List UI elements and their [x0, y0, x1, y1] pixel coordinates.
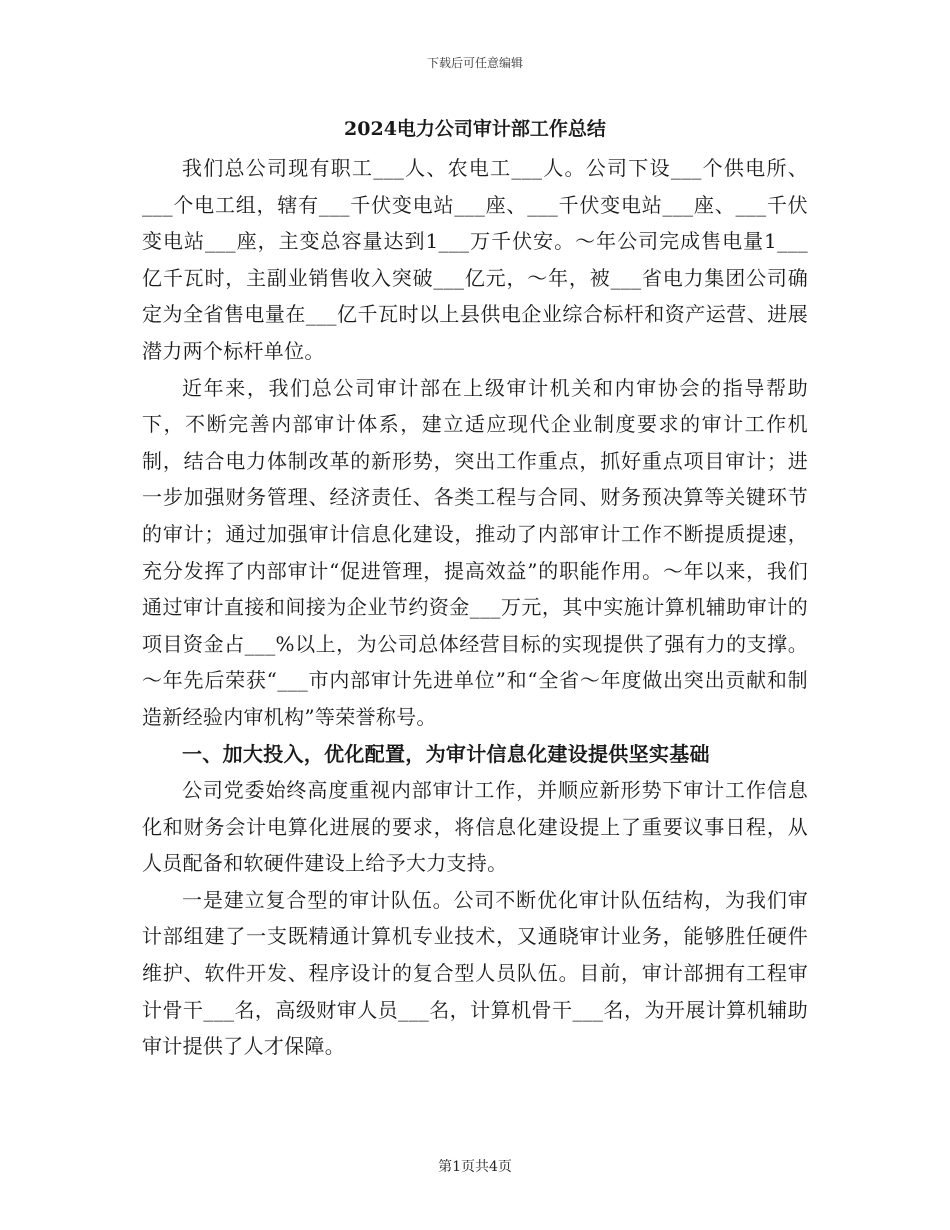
section-heading: 一、加大投入，优化配置，为审计信息化建设提供坚实基础 [182, 741, 710, 766]
page-header-note: 下载后可任意编辑 [426, 56, 523, 70]
intro-paragraph: 我们总公司现有职工___人、农电工___人。公司下设___个供电所、___个电工组，辖有___千伏变电站___座、___千伏变电站___座、___千伏变电站___座，主变总容量达到1___万千伏安。～年公司完成售电量1___亿千瓦时，主副业销售收入突破___亿元，～年，被___省电力集团公司确定为全省售电量在___亿千瓦时以上县供电企业综合标杆和资产运营、进展潜力两个标杆单位。 [142, 156, 808, 363]
section-paragraph: 公司党委始终高度重视内部审计工作，并顺应新形势下审计工作信息化和财务会计电算化进展的要求，将信息化建设提上了重要议事日程，从人员配备和软硬件建设上给予大力支持。 [142, 778, 808, 876]
page-number: 第1页共4页 [438, 1159, 512, 1175]
document-title: 2024电力公司审计部工作总结 [344, 118, 606, 140]
section-paragraph: 一是建立复合型的审计队伍。公司不断优化审计队伍结构，为我们审计部组建了一支既精通计算机专业技术，又通晓审计业务，能够胜任硬件维护、软件开发、程序设计的复合型人员队伍。目前，审计部拥有工程审计骨干___名，高级财审人员___名，计算机骨干___名，为开展计算机辅助审计提供了人才保障。 [142, 887, 808, 1059]
document-body [142, 150, 808, 1065]
overview-paragraph: 近年来，我们总公司审计部在上级审计机关和内审协会的指导帮助下，不断完善内部审计体系，建立适应现代企业制度要求的审计工作机制，结合电力体制改革的新形势，突出工作重点，抓好重点项目审计；进一步加强财务管理、经济责任、各类工程与合同、财务预决算等关键环节的审计；通过加强审计信息化建设，推动了内部审计工作不断提质提速，充分发挥了内部审计“促进管理，提高效益”的职能作用。～年以来，我们通过审计直接和间接为企业节约资金___万元，其中实施计算机辅助审计的项目资金占___%以上，为公司总体经营目标的实现提供了强有力的支撑。～年先后荣获“___市内部审计先进单位”和“全省～年度做出突出贡献和制造新经验内审机构”等荣誉称号。 [142, 375, 808, 729]
